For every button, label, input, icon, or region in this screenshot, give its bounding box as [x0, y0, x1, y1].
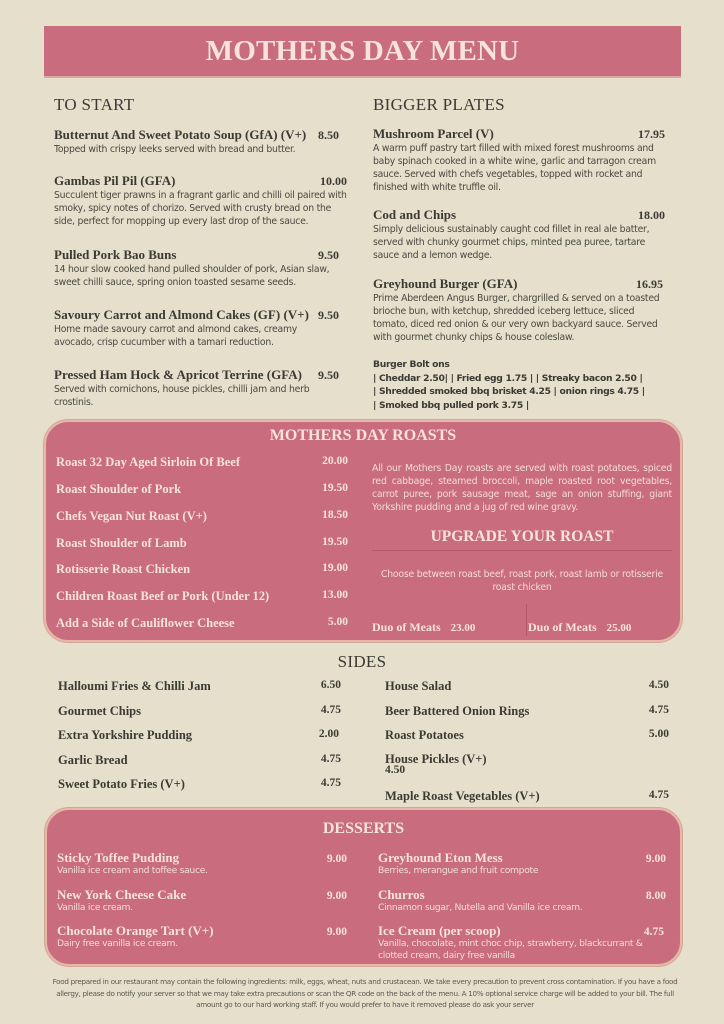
upgrade-heading: UPGRADE YOUR ROAST [430, 528, 614, 545]
item-desc: Prime Aberdeen Angus Burger, chargrilled & served on a toasted brioche bun, with ketchup, shredded iceberg lettuce, sliced tomato, diced red onion & our very own backyard sauce. Served with gourmet chunky chips & house coleslaw. [373, 293, 660, 343]
item-price: 4.75 [320, 777, 341, 789]
dessert-item [378, 923, 666, 961]
item-name: Roast Potatoes [385, 728, 464, 742]
item-name: Pressed Ham Hock & Apricot Terrine (GFA) [54, 367, 302, 382]
item-name: Add a Side of Cauliflower Cheese [56, 616, 235, 630]
dessert-item [57, 850, 347, 877]
item-price: 16.95 [636, 277, 663, 291]
side-item [385, 789, 669, 804]
roast-item [56, 455, 348, 470]
dessert-item [378, 850, 666, 877]
bolt-ons-heading: Burger Bolt ons [373, 359, 450, 370]
bolt-ons-line: | Shredded smoked bbq brisket 4.25 | onion rings 4.75 | [373, 386, 645, 397]
starter-item [54, 367, 339, 409]
item-name: Sweet Potato Fries (V+) [58, 777, 185, 791]
item-name: Roast Shoulder of Lamb [56, 536, 187, 550]
item-name: Greyhound Eton Mess [378, 850, 503, 865]
divider [372, 550, 672, 551]
item-price: 4.75 [648, 704, 669, 716]
divider [526, 604, 527, 636]
item-name: Garlic Bread [58, 753, 128, 767]
item-price: 5.00 [648, 728, 669, 740]
option-name: Duo of Meats [372, 620, 441, 634]
item-price: 4.75 [648, 789, 669, 801]
item-desc: Vanilla ice cream. [57, 902, 133, 913]
item-price: 19.00 [322, 562, 348, 574]
dessert-item [378, 887, 666, 914]
side-item [385, 728, 669, 743]
item-desc: Vanilla ice cream and toffee sauce. [57, 865, 208, 876]
item-price: 4.75 [643, 926, 664, 938]
dessert-item [57, 923, 347, 950]
item-price: 9.00 [326, 853, 347, 865]
side-item [58, 704, 341, 719]
side-item [385, 679, 669, 694]
sides-heading: SIDES [337, 652, 387, 671]
item-desc: Served with cornichons, house pickles, chilli jam and herb crostinis. [54, 384, 310, 408]
item-desc: A warm puff pastry tart filled with mixed forest mushrooms and baby spinach cooked in a white wine, garlic and tarragon cream sauce. Served with chefs vegetables, topped with rocket and finished with white truffle oil. [373, 143, 656, 193]
title-banner [44, 26, 681, 78]
side-item [385, 704, 669, 719]
item-price: 8.00 [645, 890, 666, 902]
roast-item [56, 616, 348, 631]
item-price: 4.50 [385, 764, 406, 776]
item-name: Savoury Carrot and Almond Cakes (GF) (V+) [54, 307, 309, 322]
item-name: House Pickles (V+) [385, 752, 487, 766]
bolt-ons-line: | Smoked bbq pulled pork 3.75 | [373, 399, 529, 411]
item-name: Maple Roast Vegetables (V+) [385, 789, 540, 803]
item-desc: Berries, merangue and fruit compote [378, 865, 539, 876]
desserts-heading: DESSERTS [322, 820, 405, 837]
upgrade-description: Choose between roast beef, roast pork, roast lamb or rotisserie roast chicken [380, 569, 664, 593]
item-name: Halloumi Fries & Chilli Jam [58, 679, 211, 693]
item-price: 20.00 [322, 455, 348, 467]
side-item [58, 753, 341, 768]
bigger-plates-heading: BIGGER PLATES [373, 95, 505, 114]
item-price: 5.00 [327, 616, 348, 628]
item-name: Greyhound Burger (GFA) [373, 276, 518, 291]
item-name: Chefs Vegan Nut Roast (V+) [56, 509, 207, 523]
burger-bolt-ons [373, 358, 673, 412]
item-price: 18.50 [322, 509, 348, 521]
allergen-footer: Food prepared in our restaurant may contain the following ingredients: milk, eggs, wheat, nuts and crustacean. We take every precaution to prevent cross contamination. If you have a food allergy, please do notify your server so that we may take extra precautions or scan the QR code on the back of the menu. A 10% optional service charge will be added to your bill. The full amount go to our hard working staff. If you would prefer to have it removed please do ask your server [52, 977, 678, 1009]
item-price: 9.00 [326, 926, 347, 938]
starter-item [54, 173, 347, 228]
item-price: 18.00 [638, 208, 665, 222]
item-price: 9.00 [326, 890, 347, 902]
starter-item [54, 127, 339, 156]
roasts-description: All our Mothers Day roasts are served with roast potatoes, spiced red cabbage, steamed broccoli, maple roasted root vegetables, carrot puree, pork sausage meat, sage an onion stuffing, giant Yorkshire pudding and a jug of red wine gravy. [372, 463, 672, 513]
item-desc: Simply delicious sustainably caught cod fillet in real ale batter, served with chunky gourmet chips, minted pea puree, tartare sauce and a lemon wedge. [373, 224, 650, 261]
side-item [58, 777, 341, 792]
side-item [58, 679, 341, 694]
item-price: 4.75 [320, 753, 341, 765]
main-item [373, 276, 670, 344]
menu-title: MOTHERS DAY MENU [205, 34, 520, 67]
roast-item [56, 509, 348, 524]
main-item [373, 207, 665, 262]
item-price: 4.75 [320, 704, 341, 716]
item-name: Churros [378, 887, 425, 902]
starter-item [54, 307, 339, 349]
item-name: Butternut And Sweet Potato Soup (GfA) (V+) [54, 127, 307, 142]
item-desc: Topped with crispy leeks served with bread and butter. [54, 144, 296, 155]
roast-item [56, 589, 348, 604]
item-name: Beer Battered Onion Rings [385, 704, 530, 718]
item-name: Roast 32 Day Aged Sirloin Of Beef [56, 455, 241, 469]
item-name: Rotisserie Roast Chicken [56, 562, 191, 576]
item-price: 9.50 [318, 308, 339, 322]
item-desc: Dairy free vanilla ice cream. [57, 938, 178, 949]
bolt-ons-line: | Cheddar 2.50| | Fried egg 1.75 | | Streaky bacon 2.50 | [373, 372, 643, 384]
item-name: Extra Yorkshire Pudding [58, 728, 193, 742]
item-price: 19.50 [322, 536, 348, 548]
item-name: Gourmet Chips [58, 704, 141, 718]
item-price: 9.50 [318, 248, 339, 262]
item-desc: Cinnamon sugar, Nutella and Vanilla ice cream. [378, 902, 583, 913]
side-item [385, 752, 669, 776]
roasts-box [44, 420, 682, 642]
upgrade-option [372, 620, 475, 635]
item-name: Sticky Toffee Pudding [57, 850, 180, 865]
item-name: Chocolate Orange Tart (V+) [57, 923, 214, 938]
item-name: Pulled Pork Bao Buns [54, 247, 177, 262]
roast-item [56, 482, 348, 497]
item-name: Roast Shoulder of Pork [56, 482, 182, 496]
dessert-item [57, 887, 347, 914]
item-name: Cod and Chips [373, 207, 457, 222]
item-price: 4.50 [648, 679, 669, 691]
starter-item [54, 247, 339, 289]
side-item [58, 728, 339, 743]
item-desc: 14 hour slow cooked hand pulled shoulder of pork, Asian slaw, sweet chilli sauce, spring onion toasted sesame seeds. [54, 264, 330, 288]
item-price: 2.00 [318, 728, 339, 740]
item-name: Ice Cream (per scoop) [378, 923, 501, 938]
desserts-box [45, 808, 682, 966]
item-name: Children Roast Beef or Pork (Under 12) [56, 589, 270, 603]
upgrade-option [528, 620, 631, 635]
item-name: Mushroom Parcel (V) [373, 126, 494, 141]
item-price: 9.50 [318, 368, 339, 382]
item-price: 13.00 [322, 589, 348, 601]
roasts-heading: MOTHERS DAY ROASTS [269, 427, 457, 444]
item-name: Gambas Pil Pil (GFA) [54, 173, 176, 188]
item-desc: Vanilla, chocolate, mint choc chip, strawberry, blackcurrant & clotted cream, dairy free vanilla [378, 938, 643, 961]
item-price: 9.00 [645, 853, 666, 865]
item-name: New York Cheese Cake [57, 887, 187, 902]
item-name: House Salad [385, 679, 452, 693]
option-price: 23.00 [450, 622, 476, 634]
item-price: 6.50 [320, 679, 341, 691]
item-price: 19.50 [322, 482, 348, 494]
item-desc: Home made savoury carrot and almond cakes, creamy avocado, crisp cucumber with a tamari reduction. [54, 324, 298, 348]
roast-item [56, 562, 348, 577]
option-name: Duo of Meats [528, 620, 597, 634]
option-price: 25.00 [606, 622, 632, 634]
roast-item [56, 536, 348, 551]
item-price: 17.95 [638, 127, 665, 141]
main-item [373, 126, 665, 194]
to-start-heading: TO START [54, 95, 135, 114]
item-price: 10.00 [320, 174, 347, 188]
item-desc: Succulent tiger prawns in a fragrant garlic and chilli oil paired with smoky, spicy notes of chorizo. Served with crusty bread on the side, perfect for mopping up every last drop of the sauce. [54, 190, 347, 227]
item-price: 8.50 [318, 128, 339, 142]
